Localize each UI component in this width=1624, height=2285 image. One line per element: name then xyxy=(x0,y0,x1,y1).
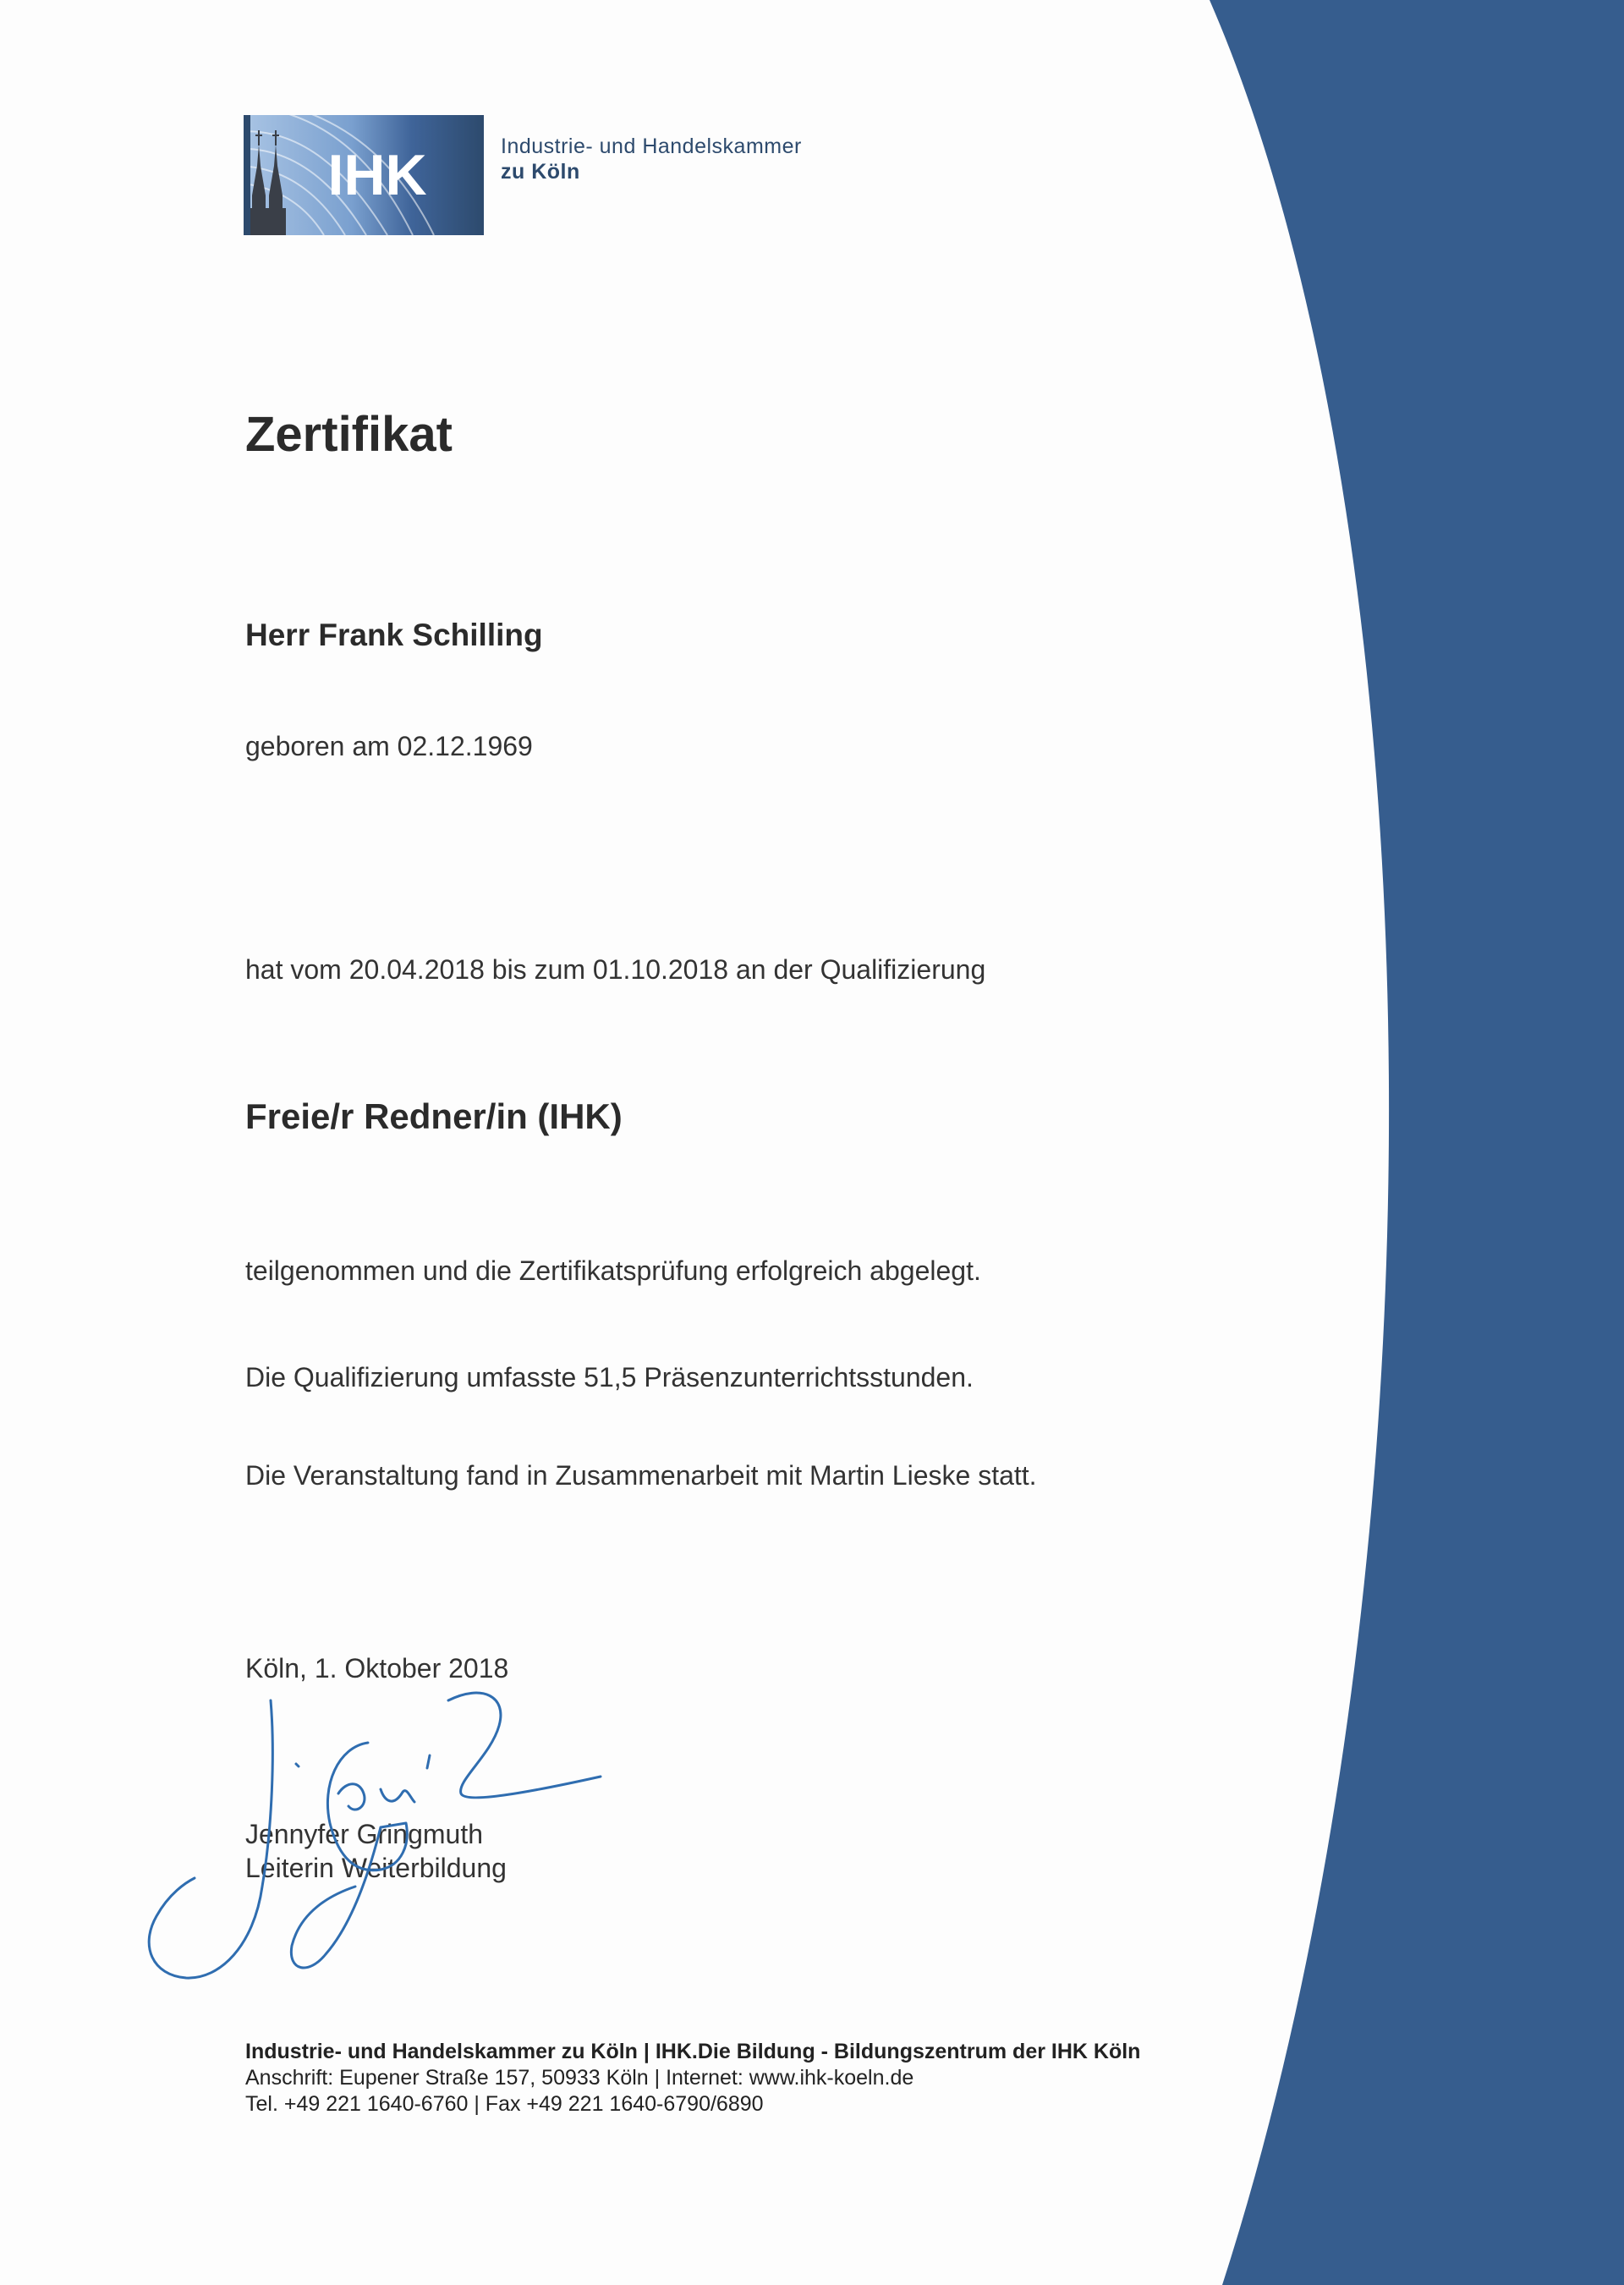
certificate-title: Zertifikat xyxy=(245,407,453,462)
qualification-name: Freie/r Redner/in (IHK) xyxy=(245,1096,623,1136)
logo-name xyxy=(501,134,802,184)
logo-abbr: IHK xyxy=(327,143,427,207)
place-date: Köln, 1. Oktober 2018 xyxy=(245,1653,509,1684)
course-period: hat vom 20.04.2018 bis zum 01.10.2018 an der Qualifizierung xyxy=(245,954,986,985)
recipient-name: Herr Frank Schilling xyxy=(245,618,543,652)
signer-role: Leiterin Weiterbildung xyxy=(245,1853,507,1883)
hours-text: Die Qualifizierung umfasste 51,5 Präsenzunterrichtsstunden. xyxy=(245,1362,974,1392)
footer-line2: Anschrift: Eupener Straße 157, 50933 Köln | Internet: www.ihk-koeln.de xyxy=(245,2066,914,2090)
signer-name: Jennyfer Gringmuth xyxy=(245,1819,484,1849)
ihk-logo xyxy=(244,115,802,235)
result-text: teilgenommen und die Zertifikatsprüfung erfolgreich abgelegt. xyxy=(245,1255,981,1286)
cooperation-text: Die Veranstaltung fand in Zusammenarbeit mit Martin Lieske statt. xyxy=(245,1460,1037,1491)
cathedral-icon xyxy=(244,115,484,235)
logo-name-line1: Industrie- und Handelskammer xyxy=(501,135,802,158)
footer-line1: Industrie- und Handelskammer zu Köln | IHK.Die Bildung - Bildungszentrum der IHK Köln xyxy=(245,2040,1141,2063)
logo-name-line2: zu Köln xyxy=(501,160,580,184)
footer xyxy=(245,2039,1140,2117)
footer-line3: Tel. +49 221 1640-6760 | Fax +49 221 1640-6790/6890 xyxy=(245,2092,764,2116)
birth-date: geboren am 02.12.1969 xyxy=(245,731,533,761)
handwritten-signature xyxy=(127,1675,634,1997)
